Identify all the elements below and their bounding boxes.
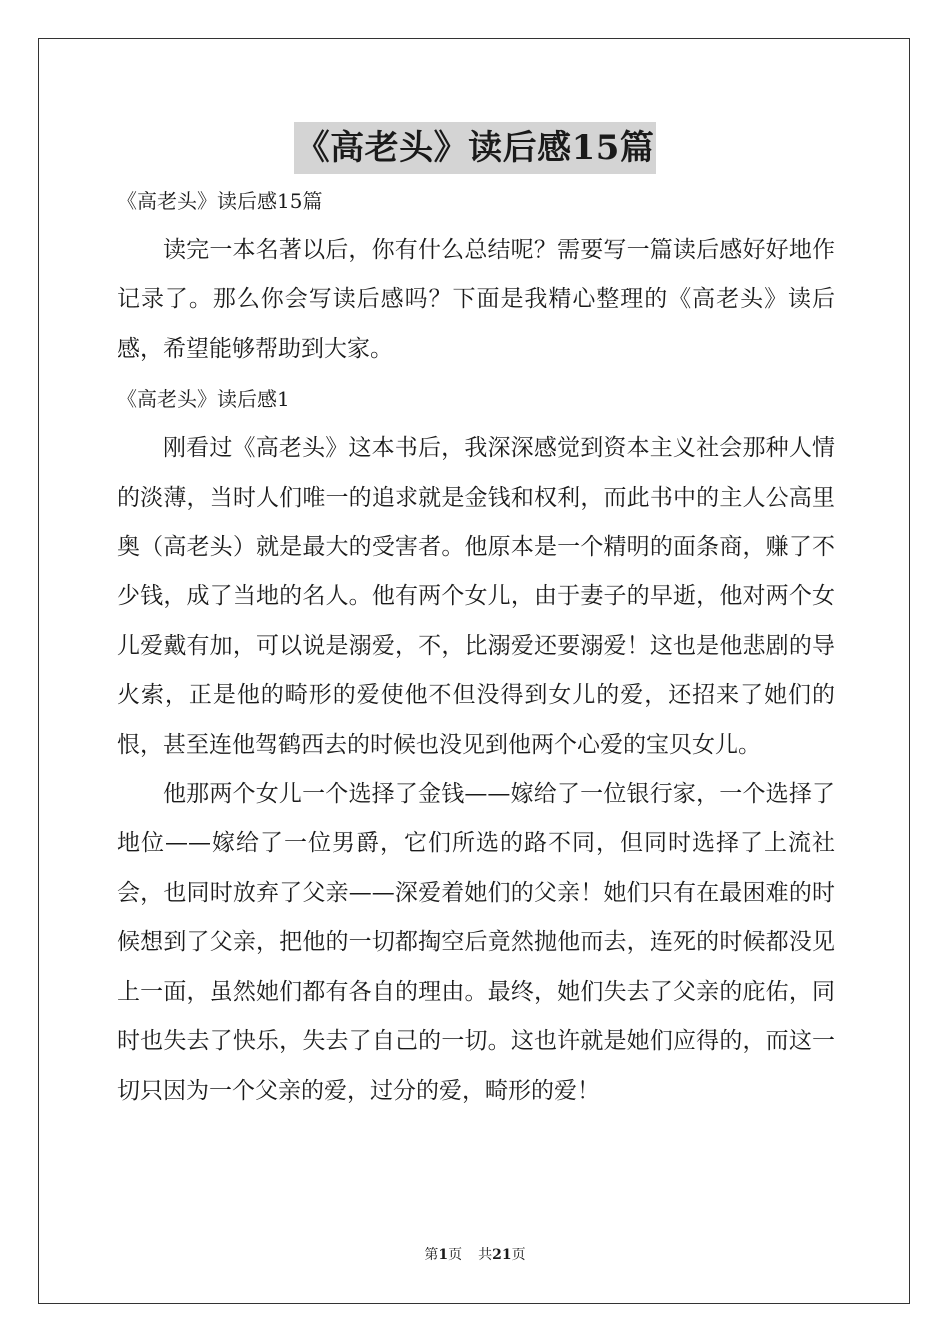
page-footer	[0, 1244, 950, 1266]
total-suffix: 页	[511, 1247, 526, 1263]
intro-paragraph: 读完一本名著以后，你有什么总结呢？需要写一篇读后感好好地作记录了。那么你会写读后感吗？下面是我精心整理的《高老头》读后感，希望能够帮助到大家。	[117, 237, 835, 362]
current-page-number: 1	[438, 1247, 449, 1263]
section-heading: 《高老头》读后感1	[117, 387, 290, 412]
total-page-count: 21	[492, 1247, 512, 1263]
document-title: 《高老头》读后感15篇	[294, 122, 657, 174]
title-container	[0, 122, 950, 174]
intro-heading: 《高老头》读后感15篇	[117, 189, 323, 213]
body-paragraph: 他那两个女儿一个选择了金钱——嫁给了一位银行家，一个选择了地位——嫁给了一位男爵，它们所选的路不同，但同时选择了上流社会，也同时放弃了父亲——深爱着她们的父亲！她们只有在最困难的时候想到了父亲，把他的一切都掏空后竟然抛他而去，连死的时候都没见上一面，虽然她们都有各自的理由。最终，她们失去了父亲的庇佑，同时也失去了快乐，失去了自己的一切。这也许就是她们应得的，而这一切只因为一个父亲的爱，过分的爱，畸形的爱！	[117, 781, 835, 1104]
page-prefix: 第	[424, 1247, 439, 1263]
total-prefix: 共	[478, 1247, 493, 1263]
document-body	[117, 176, 835, 1116]
body-paragraph: 刚看过《高老头》这本书后，我深深感觉到资本主义社会那种人情的淡薄，当时人们唯一的追求就是金钱和权利，而此书中的主人公高里奥（高老头）就是最大的受害者。他原本是一个精明的面条商，赚了不少钱，成了当地的名人。他有两个女儿，由于妻子的早逝，他对两个女儿爱戴有加，可以说是溺爱，不，比溺爱还要溺爱！这也是他悲剧的导火索，正是他的畸形的爱使他不但没得到女儿的爱，还招来了她们的恨，甚至连他驾鹤西去的时候也没见到他两个心爱的宝贝女儿。	[117, 435, 835, 758]
page-suffix: 页	[448, 1247, 463, 1263]
